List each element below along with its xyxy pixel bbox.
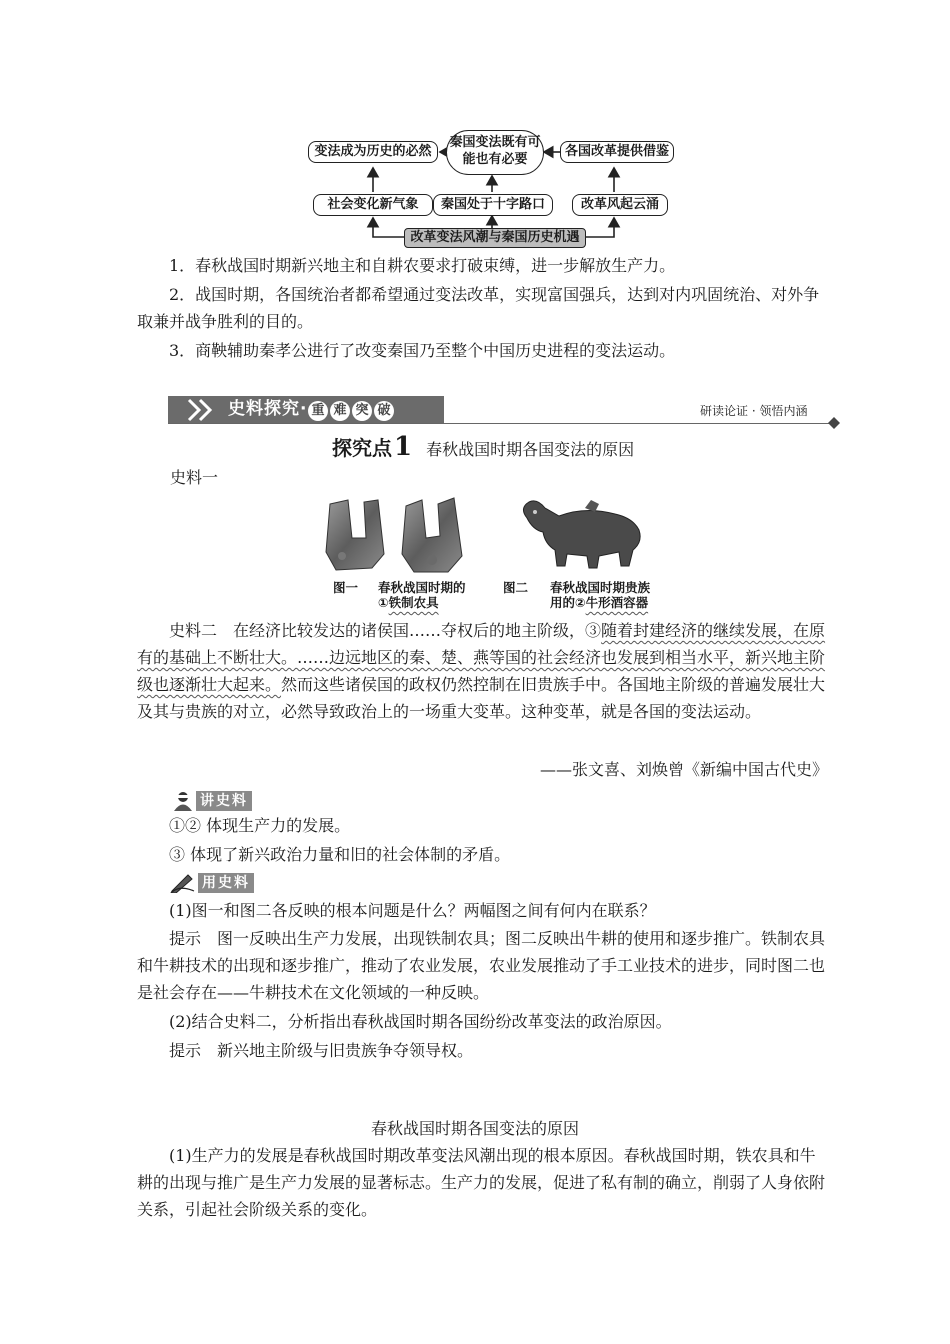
conclusion-paragraph-1: (1)生产力的发展是春秋战国时期改革变法风潮出现的根本原因。春秋战国时期，铁农具和牛耕的出现与推广是生产力发展的显著标志。生产力的发展，促进了私有制的确立，削弱了人身依附关系，引起社会阶级关系的变化。 <box>137 1146 826 1219</box>
flow-node-left-mid: 社会变化新气象 <box>313 194 433 216</box>
fig2-caption-line2 <box>550 595 648 611</box>
source2-paragraph <box>137 617 827 725</box>
fig1-caption-line1: 春秋战国时期的 <box>378 580 466 595</box>
banner-char-1: 重 <box>308 401 328 421</box>
chevron-arrow-icon <box>186 398 220 422</box>
flow-node-center-mid: 秦国处于十字路口 <box>433 194 553 216</box>
conclusion-title: 春秋战国时期各国变法的原因 <box>370 1119 579 1138</box>
explain-line-1: ①② 体现生产力的发展。 <box>169 816 351 835</box>
topic-label: 探究点 <box>332 436 392 460</box>
fig1-marker: ① <box>378 595 389 610</box>
use-answer-2: 提示 新兴地主阶级与旧贵族争夺领导权。 <box>169 1041 474 1060</box>
fig2-caption-line1: 春秋战国时期贵族 <box>550 580 651 595</box>
fig1-caption-line2 <box>378 595 439 611</box>
use-question-2: (2)结合史料二，分析指出春秋战国时期各国纷纷改革变法的政治原因。 <box>169 1012 672 1031</box>
flow-node-center: 秦国变法既有可能也有必要 <box>446 130 544 175</box>
fig1-highlight: 铁制农具 <box>388 595 439 610</box>
explain-tag: 讲史料 <box>196 791 252 811</box>
source2-seg3: 然而这些诸侯国的政权仍然控制在旧贵族手中。各国地主阶级的普遍发展壮大及其与贵族的对立，必然导致政治上的一场重大变革。这种变革，就是各国的变法运动。 <box>137 675 826 721</box>
flow-node-right-top: 各国改革提供借鉴 <box>560 141 674 163</box>
pen-icon <box>170 871 196 893</box>
explain-line-2: ③ 体现了新兴政治力量和旧的社会体制的矛盾。 <box>169 845 511 864</box>
banner-divider <box>168 423 834 424</box>
use-tag: 用史料 <box>198 873 254 893</box>
fig2-marker: 用的② <box>550 595 586 610</box>
flow-node-bottom: 改革变法风潮与秦国历史机遇 <box>404 228 586 248</box>
topic-heading <box>332 432 634 464</box>
source2-seg1: 在经济比较发达的诸侯国……夺权后的地主阶级，③ <box>233 621 602 640</box>
banner-char-4: 破 <box>374 401 394 421</box>
banner-char-2: 难 <box>330 401 350 421</box>
teacher-icon <box>172 790 194 812</box>
section-banner-title <box>228 397 395 421</box>
banner-title-a: 史料探究 <box>228 399 300 419</box>
source2-citation: ——张文喜、刘焕曾《新编中国古代史》 <box>540 760 829 779</box>
source2-label: 史料二 <box>169 621 218 640</box>
topic-number: 1 <box>394 432 413 462</box>
banner-char-3: 突 <box>352 401 372 421</box>
flow-node-left-top: 变法成为历史的必然 <box>308 141 438 163</box>
summary-point-1: 1．春秋战国时期新兴地主和自耕农要求打破束缚，进一步解放生产力。 <box>169 256 676 275</box>
diamond-icon <box>828 417 840 429</box>
fig2-highlight: 牛形酒容器 <box>585 595 649 610</box>
topic-title: 春秋战国时期各国变法的原因 <box>426 440 635 459</box>
banner-dot: · <box>300 399 308 419</box>
iron-farm-tools-image <box>322 494 482 574</box>
fig1-label: 图一 <box>333 580 359 595</box>
summary-point-2: 2．战国时期，各国统治者都希望通过变法改革，实现富国强兵，达到对内巩固统治、对外争取兼并战争胜利的目的。 <box>137 285 820 331</box>
source1-label: 史料一 <box>170 468 219 487</box>
summary-point-3: 3．商鞅辅助秦孝公进行了改变秦国乃至整个中国历史进程的变法运动。 <box>169 341 676 360</box>
flow-node-right-mid: 改革风起云涌 <box>572 194 668 216</box>
ox-wine-vessel-image <box>515 494 655 574</box>
banner-right-label: 研读论证 · 领悟内涵 <box>700 404 808 418</box>
use-answer-1: 提示 图一反映出生产力发展，出现铁制农具；图二反映出牛耕的使用和逐步推广。铁制农具和牛耕技术的出现和逐步推广，推动了农业发展，农业发展推动了手工业技术的进步，同时图二也是社会存在——牛耕技术在文化领域的一种反映。 <box>137 929 826 1002</box>
fig2-label: 图二 <box>503 580 529 595</box>
use-question-1: (1)图一和图二各反映的根本问题是什么？两幅图之间有何内在联系？ <box>169 901 656 920</box>
source2-seg2: 随着封建经济的继续发展，在原有的基础上不断壮大。……边远地区的秦、楚、燕等国的社会经济也发展到相当水平，新兴地主阶级也逐渐壮大起来。 <box>137 621 826 694</box>
